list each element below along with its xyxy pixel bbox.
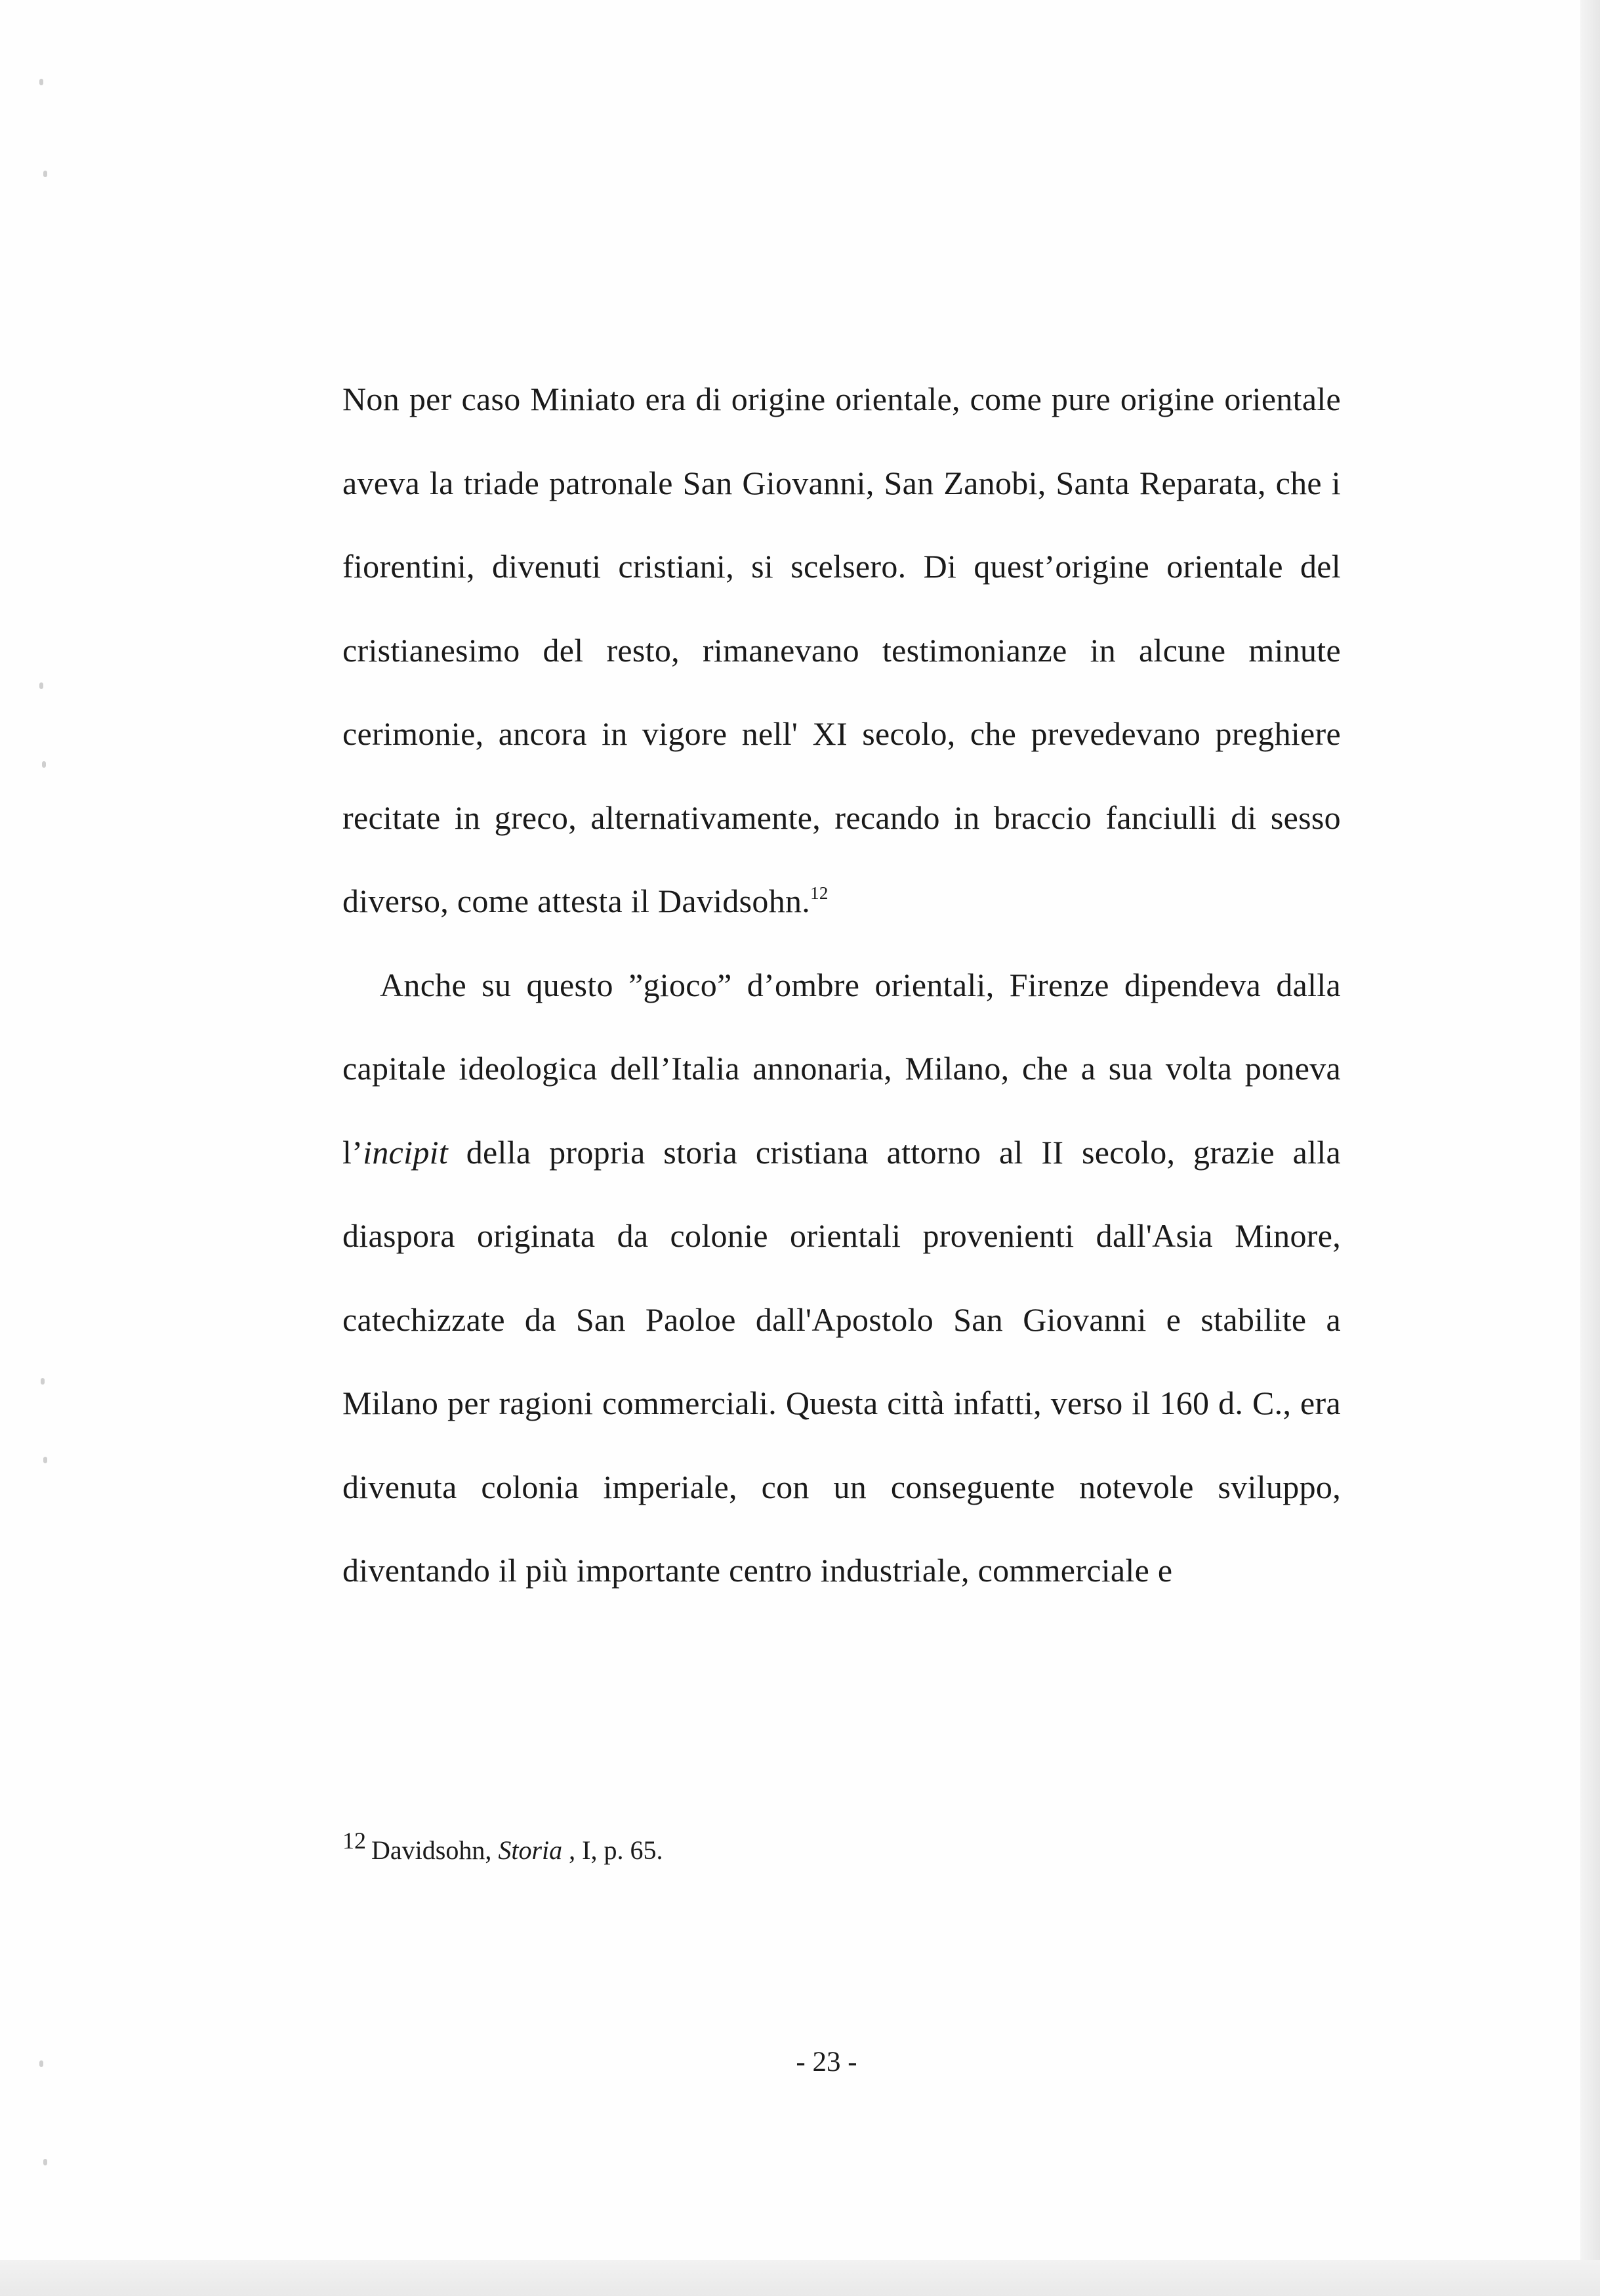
binding-hole-mark xyxy=(42,761,46,768)
page-number: - 23 - xyxy=(796,2047,857,2077)
footnote xyxy=(342,1827,1341,1870)
binding-hole-mark xyxy=(39,79,43,85)
footnote-citation: , I, p. 65. xyxy=(562,1835,663,1865)
paragraph: Non per caso Miniato era di origine orientale, come pure origine orientale aveva la triade patronale San Giovanni, San Zanobi, Santa Reparata, che i fiorentini, divenuti cristiani, si scelsero. Di quest’origine orientale del cristianesimo del resto, rimanevano testimonianze in alcune minute cerimonie, ancora in vigore nell' XI secolo, che prevedevano preghiere recitate in greco, alternativamente, recando in braccio fanciulli di sesso diverso, come attesta il Davidsohn.$^{12}$ xyxy=(342,381,1341,919)
italic-term: incipit xyxy=(363,1133,449,1171)
scan-edge xyxy=(0,2260,1600,2296)
binding-hole-mark xyxy=(43,1457,47,1463)
binding-hole-mark xyxy=(43,2159,47,2165)
binding-hole-mark xyxy=(39,2060,43,2067)
footnote-number: 12 xyxy=(342,1827,366,1854)
paragraph: Anche su questo ”gioco” d’ombre orientali, Firenze dipendeva dalla capitale ideologica dell’Italia annonaria, Milano, che a sua volta poneva l’incipit della propria storia cristiana attorno al II secolo, grazie alla diaspora originata da colonie orientali provenienti dall'Asia Minore, catechizzate da San Paoloe dall'Apostolo San Giovanni e stabilite a Milano per ragioni commerciali. Questa città infatti, verso il 160 d. C., era divenuta colonia imperiale, con un conseguente notevole sviluppo, diventando il più importante centro industriale, commerciale e xyxy=(342,966,1341,1589)
binding-hole-mark xyxy=(39,682,43,689)
footnote-author: Davidsohn, xyxy=(371,1835,499,1865)
binding-hole-mark xyxy=(41,1378,45,1385)
scan-edge xyxy=(1580,0,1600,2296)
footnote-reference: 12 xyxy=(810,883,829,903)
body-text xyxy=(342,358,1341,1613)
footnote-title: Storia xyxy=(498,1835,563,1865)
binding-hole-mark xyxy=(43,171,47,177)
